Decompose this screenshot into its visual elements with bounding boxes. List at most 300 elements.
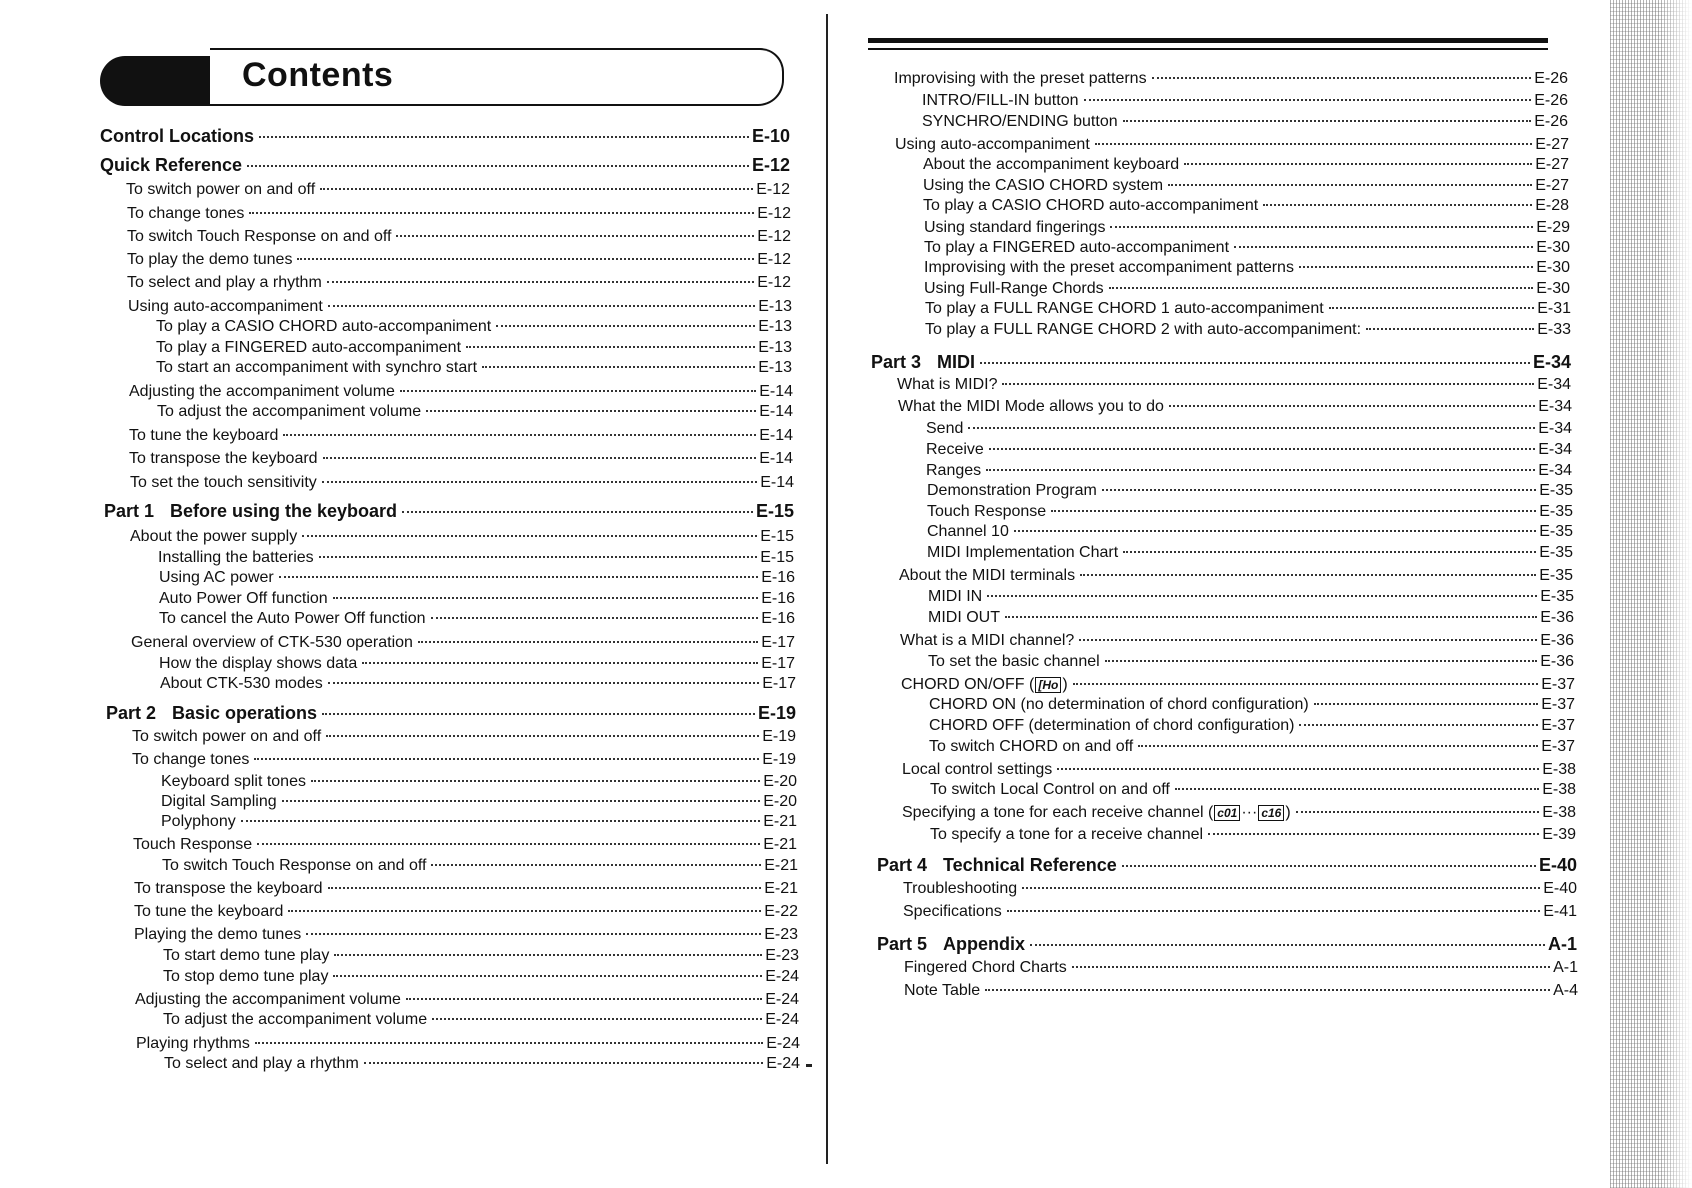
toc-entry <box>877 934 1577 955</box>
entry-title: To stop demo tune play <box>163 968 329 985</box>
entry-title: Touch Response <box>133 836 253 853</box>
dot-leader <box>989 448 1535 450</box>
entry-title: Basic operations <box>172 703 318 723</box>
dot-leader <box>320 188 753 190</box>
toc-entry <box>161 773 797 791</box>
entry-title: To transpose the keyboard <box>134 880 323 897</box>
part-number: Part 1 <box>104 501 155 521</box>
dot-leader <box>406 998 762 1000</box>
toc-entry-label <box>136 1035 252 1053</box>
toc-entry-label <box>903 903 1004 921</box>
toc-entry <box>904 982 1578 1000</box>
dot-leader <box>306 933 761 935</box>
toc-entry-label <box>130 528 299 546</box>
toc-entry-label <box>927 544 1120 562</box>
toc-entry <box>923 177 1569 195</box>
entry-title: To play the demo tunes <box>127 251 293 268</box>
page-number: E-15 <box>760 528 794 545</box>
dot-leader <box>426 410 756 412</box>
toc-entry <box>926 462 1572 480</box>
page-number: E-37 <box>1541 676 1575 693</box>
toc-entry-label <box>926 462 983 480</box>
toc-entry-label <box>899 567 1077 585</box>
toc-entry <box>928 609 1574 627</box>
page-number: E-13 <box>758 298 792 315</box>
entry-title: Note Table <box>904 982 981 999</box>
entry-title: Send <box>926 420 964 437</box>
toc-entry-label <box>156 318 493 336</box>
toc-entry-label <box>926 441 986 459</box>
entry-title: Channel 10 <box>927 523 1009 540</box>
page-number: E-26 <box>1534 70 1568 87</box>
toc-entry-label <box>894 70 1149 88</box>
toc-entry-label <box>926 420 965 438</box>
entry-title: To set the basic channel <box>928 653 1100 670</box>
toc-entry-label <box>871 352 977 373</box>
dot-leader <box>322 713 755 715</box>
entry-title: MIDI <box>937 352 975 372</box>
toc-entry-label <box>904 959 1069 977</box>
toc-entry-label <box>163 947 331 965</box>
toc-entry-label <box>134 903 285 921</box>
page-number: E-17 <box>761 634 795 651</box>
toc-entry-label <box>903 880 1019 898</box>
dot-leader <box>418 641 758 643</box>
page-number: E-31 <box>1537 300 1571 317</box>
entry-title: Ranges <box>926 462 982 479</box>
page-number: E-36 <box>1540 632 1574 649</box>
dot-leader <box>311 780 760 782</box>
entry-title: Polyphony <box>161 813 236 830</box>
toc-entry-label <box>162 857 428 875</box>
dot-leader <box>1095 143 1532 145</box>
page-number: E-14 <box>759 450 793 467</box>
page-number: E-35 <box>1539 503 1573 520</box>
toc-entry <box>927 544 1573 562</box>
toc-entry <box>159 569 795 587</box>
entry-title: CHORD ON/OFF ( <box>901 676 1035 693</box>
toc-entry <box>100 126 790 147</box>
page-number: E-41 <box>1543 903 1577 920</box>
dot-leader <box>1263 204 1532 206</box>
entry-title: To play a FINGERED auto-accompaniment <box>156 339 462 356</box>
toc-entry-label <box>925 300 1326 318</box>
toc-entry <box>926 441 1572 459</box>
page-number: E-24 <box>765 1011 799 1028</box>
entry-title: Adjusting the accompaniment volume <box>129 383 395 400</box>
entry-title: Improvising with the preset accompaniment patterns <box>924 259 1294 276</box>
page-number: E-30 <box>1536 259 1570 276</box>
page-number: E-12 <box>757 205 791 222</box>
toc-entry-label <box>929 738 1135 756</box>
page-number: E-30 <box>1536 239 1570 256</box>
toc-entry <box>159 590 795 608</box>
page-number: E-35 <box>1540 588 1574 605</box>
header-rule-thick <box>868 38 1548 43</box>
toc-entry <box>163 947 799 965</box>
dot-leader <box>297 258 754 260</box>
toc-entry-label <box>923 197 1260 215</box>
dot-leader <box>364 1062 763 1064</box>
page-number: E-38 <box>1542 761 1576 778</box>
dot-leader <box>328 887 762 889</box>
entry-title: Installing the batteries <box>158 549 314 566</box>
entry-title: Specifications <box>903 903 1002 920</box>
toc-entry-label <box>127 228 393 246</box>
entry-title: Demonstration Program <box>927 482 1097 499</box>
toc-entry-label <box>159 569 276 587</box>
dot-leader <box>254 758 759 760</box>
entry-title: To specify a tone for a receive channel <box>930 826 1204 843</box>
dot-leader <box>319 556 758 558</box>
entry-title: To switch Local Control on and off <box>930 781 1170 798</box>
dot-leader <box>402 511 753 513</box>
toc-entry <box>904 959 1578 977</box>
toc-entry-label <box>156 339 463 357</box>
page-number: E-16 <box>761 610 795 627</box>
toc-entry-label <box>164 1055 361 1073</box>
toc-entry <box>156 318 792 336</box>
toc-entry-label <box>901 676 1070 694</box>
entry-title: Before using the keyboard <box>170 501 398 521</box>
entry-title: Troubleshooting <box>903 880 1018 897</box>
toc-entry-label <box>134 926 303 944</box>
toc-entry-label <box>924 239 1231 257</box>
dot-leader <box>986 469 1535 471</box>
toc-entry-label <box>922 92 1081 110</box>
toc-entry-label <box>159 590 330 608</box>
entry-title: Using AC power <box>159 569 274 586</box>
dot-leader <box>396 235 754 237</box>
dot-leader <box>1314 703 1538 705</box>
dot-leader <box>431 617 759 619</box>
toc-entry <box>131 634 795 652</box>
page-number: E-27 <box>1535 156 1569 173</box>
page-number: E-38 <box>1542 781 1576 798</box>
entry-title: To adjust the accompaniment volume <box>157 403 422 420</box>
page-number: A-4 <box>1553 982 1578 999</box>
dot-leader <box>1175 788 1539 790</box>
toc-entry-label <box>928 609 1002 627</box>
page-number: E-24 <box>765 991 799 1008</box>
toc-entry-label <box>898 398 1166 416</box>
entry-title: Control Locations <box>100 126 254 146</box>
dot-leader <box>482 366 755 368</box>
toc-entry-label <box>902 761 1054 779</box>
toc-entry <box>161 793 797 811</box>
toc-entry <box>901 676 1575 694</box>
dot-leader <box>1002 383 1534 385</box>
dot-leader <box>1296 811 1540 813</box>
toc-entry-label <box>106 703 319 724</box>
toc-entry-label <box>158 549 316 567</box>
entry-title: To change tones <box>127 205 245 222</box>
dot-leader <box>400 390 756 392</box>
toc-entry-label <box>895 136 1092 154</box>
toc-entry-label <box>927 482 1099 500</box>
dot-leader <box>288 910 761 912</box>
page-number: E-17 <box>762 675 796 692</box>
toc-entry <box>894 70 1568 88</box>
entry-title: Using standard fingerings <box>924 219 1106 236</box>
toc-entry <box>162 857 798 875</box>
toc-entry-label <box>100 126 256 147</box>
toc-entry <box>132 751 796 769</box>
entry-title: To switch Touch Response on and off <box>162 857 427 874</box>
page-number: E-17 <box>761 655 795 672</box>
entry-title: To set the touch sensitivity <box>130 474 317 491</box>
dot-leader <box>1168 184 1532 186</box>
page-number: E-24 <box>766 1035 800 1052</box>
dot-leader <box>1051 510 1536 512</box>
toc-entry <box>134 926 798 944</box>
page-number: E-30 <box>1536 280 1570 297</box>
page-number: E-21 <box>763 836 797 853</box>
page-number: E-35 <box>1539 482 1573 499</box>
toc-entry <box>134 903 798 921</box>
dot-leader <box>1122 865 1536 867</box>
entry-title: Auto Power Off function <box>159 590 328 607</box>
toc-entry-label <box>133 836 254 854</box>
part-number: Part 3 <box>871 352 922 372</box>
toc-entry <box>126 181 790 199</box>
page-number: E-26 <box>1534 113 1568 130</box>
page-number: E-15 <box>755 501 794 521</box>
entry-title: INTRO/FILL-IN button <box>922 92 1079 109</box>
entry-title: To switch power on and off <box>126 181 316 198</box>
entry-title: To switch Touch Response on and off <box>127 228 392 245</box>
toc-entry <box>129 383 793 401</box>
toc-entry-label <box>927 503 1048 521</box>
dot-leader <box>496 325 755 327</box>
toc-entry-label <box>129 383 397 401</box>
page-number: E-12 <box>756 181 790 198</box>
dot-leader <box>1005 616 1537 618</box>
toc-entry-label <box>927 523 1011 541</box>
toc-entry <box>128 298 792 316</box>
part-number: Part 2 <box>106 703 157 723</box>
page-number: E-12 <box>757 274 791 291</box>
page-number: E-34 <box>1538 441 1572 458</box>
dot-leader <box>322 481 757 483</box>
toc-entry-label <box>923 156 1181 174</box>
dot-leader <box>1105 660 1538 662</box>
toc-entry <box>922 92 1568 110</box>
toc-entry <box>923 156 1569 174</box>
page-number: E-34 <box>1538 420 1572 437</box>
dot-leader <box>985 989 1550 991</box>
entry-title: Fingered Chord Charts <box>904 959 1067 976</box>
entry-title: To play a FULL RANGE CHORD 2 with auto-accompaniment: <box>925 321 1362 338</box>
page-number: E-14 <box>759 427 793 444</box>
dot-leader <box>1299 266 1533 268</box>
spine-mark <box>806 1064 812 1067</box>
toc-entry <box>903 880 1577 898</box>
dot-leader <box>1073 683 1539 685</box>
dot-leader <box>1057 768 1539 770</box>
toc-entry-label <box>156 359 479 377</box>
dot-leader <box>1014 530 1536 532</box>
dot-leader <box>283 434 756 436</box>
page-number: E-34 <box>1538 398 1572 415</box>
entry-title: General overview of CTK-530 operation <box>131 634 413 651</box>
toc-entry-label <box>161 813 238 831</box>
dot-leader <box>1208 833 1539 835</box>
page-number: A-1 <box>1547 934 1577 954</box>
page-number: E-40 <box>1538 855 1577 875</box>
toc-entry <box>895 136 1569 154</box>
entry-title: To play a CASIO CHORD auto-accompaniment <box>923 197 1259 214</box>
page-number: E-34 <box>1537 376 1571 393</box>
page-number: E-39 <box>1542 826 1576 843</box>
entry-title: To select and play a rhythm <box>164 1055 359 1072</box>
title-banner-black-tab <box>100 56 218 106</box>
entry-title: To transpose the keyboard <box>129 450 318 467</box>
toc-entry <box>927 482 1573 500</box>
dot-leader <box>1169 405 1535 407</box>
page-number: E-19 <box>757 703 796 723</box>
page-number: E-14 <box>759 403 793 420</box>
toc-entry-label <box>924 219 1107 237</box>
page-number: E-35 <box>1539 567 1573 584</box>
toc-entry-label <box>104 501 399 522</box>
dot-leader <box>1030 944 1545 946</box>
toc-entry-label <box>900 632 1076 650</box>
toc-entry <box>924 239 1570 257</box>
entry-title: MIDI Implementation Chart <box>927 544 1119 561</box>
entry-title: To tune the keyboard <box>134 903 284 920</box>
entry-title: How the display shows data <box>159 655 358 672</box>
toc-entry <box>127 205 791 223</box>
entry-title: Using auto-accompaniment <box>895 136 1090 153</box>
dot-leader <box>328 682 759 684</box>
toc-entry <box>106 703 796 724</box>
toc-entry <box>129 450 793 468</box>
dot-leader <box>466 346 755 348</box>
contents-title-banner <box>100 48 782 104</box>
entry-title: To start an accompaniment with synchro start <box>156 359 478 376</box>
page-number: E-36 <box>1540 653 1574 670</box>
toc-entry-label <box>134 880 325 898</box>
dot-leader <box>1123 120 1532 122</box>
entry-title-suffix: ) <box>1285 804 1291 821</box>
entry-title: To play a FINGERED auto-accompaniment <box>924 239 1230 256</box>
toc-entry-label <box>925 321 1363 339</box>
dot-leader <box>328 305 755 307</box>
part-number: Part 4 <box>877 855 928 875</box>
dot-leader <box>323 457 757 459</box>
page-number: E-10 <box>751 126 790 146</box>
dot-leader <box>1110 226 1533 228</box>
page-number: E-33 <box>1537 321 1571 338</box>
toc-entry <box>133 836 797 854</box>
entry-title: SYNCHRO/ENDING button <box>922 113 1118 130</box>
dot-leader <box>1234 246 1533 248</box>
toc-entry <box>922 113 1568 131</box>
toc-entry <box>163 1011 799 1029</box>
page-number: E-37 <box>1541 696 1575 713</box>
toc-entry-label <box>877 855 1119 876</box>
entry-title: MIDI IN <box>928 588 983 605</box>
page-number: E-37 <box>1541 717 1575 734</box>
toc-entry <box>924 219 1570 237</box>
page-number: E-34 <box>1538 462 1572 479</box>
dot-leader <box>987 595 1537 597</box>
scan-edge-fade <box>1660 0 1692 1188</box>
dot-leader <box>1366 328 1534 330</box>
toc-entry-label <box>157 403 423 421</box>
toc-entry-label <box>163 968 330 986</box>
toc-entry <box>903 903 1577 921</box>
entry-title: To change tones <box>132 751 250 768</box>
dot-leader <box>259 136 749 138</box>
dot-leader <box>1123 551 1536 553</box>
toc-entry-label <box>922 113 1120 131</box>
lcd-display-glyph: c01 <box>1214 805 1240 821</box>
dot-leader <box>249 212 754 214</box>
toc-entry <box>924 280 1570 298</box>
entry-title: About the MIDI terminals <box>899 567 1076 584</box>
entry-title: Specifying a tone for each receive channel ( <box>902 804 1214 821</box>
toc-entry-label <box>132 728 323 746</box>
entry-title: About CTK-530 modes <box>160 675 323 692</box>
toc-entry-label <box>135 991 403 1009</box>
toc-entry <box>157 403 793 421</box>
toc-entry <box>127 274 791 292</box>
page-number: E-14 <box>760 474 794 491</box>
dot-leader <box>257 843 760 845</box>
entry-title: To switch power on and off <box>132 728 322 745</box>
toc-entry <box>899 567 1573 585</box>
entry-title: MIDI OUT <box>928 609 1000 626</box>
dot-leader <box>255 1042 763 1044</box>
page-number: E-22 <box>764 903 798 920</box>
dot-leader <box>362 662 758 664</box>
dot-leader <box>1109 287 1534 289</box>
toc-entry <box>132 728 796 746</box>
page-number: E-14 <box>759 383 793 400</box>
page-number: E-13 <box>758 339 792 356</box>
entry-title: Using Full-Range Chords <box>924 280 1104 297</box>
entry-title: CHORD OFF (determination of chord configuration) <box>929 717 1295 734</box>
page-number: E-35 <box>1539 523 1573 540</box>
page-number: E-20 <box>763 793 797 810</box>
page-number: E-24 <box>766 1055 800 1072</box>
entry-title: Using the CASIO CHORD system <box>923 177 1164 194</box>
toc-entry <box>902 761 1576 779</box>
entry-title: Adjusting the accompaniment volume <box>135 991 401 1008</box>
dot-leader <box>980 362 1530 364</box>
page-number: E-20 <box>763 773 797 790</box>
toc-entry-label <box>904 982 982 1000</box>
toc-entry-label <box>929 696 1311 714</box>
dot-leader <box>431 864 761 866</box>
page-number: E-26 <box>1534 92 1568 109</box>
dot-leader <box>333 597 759 599</box>
entry-title: What the MIDI Mode allows you to do <box>898 398 1164 415</box>
lcd-display-glyph: c16 <box>1258 805 1284 821</box>
toc-entry-label <box>161 773 308 791</box>
toc-entry <box>877 855 1577 876</box>
dot-leader <box>1007 910 1540 912</box>
toc-entry-label <box>100 155 244 176</box>
toc-entry-label <box>924 280 1106 298</box>
page-number: E-21 <box>764 857 798 874</box>
toc-entry <box>156 359 792 377</box>
dot-leader <box>1072 966 1550 968</box>
toc-entry <box>928 588 1574 606</box>
toc-entry-label <box>159 610 428 628</box>
